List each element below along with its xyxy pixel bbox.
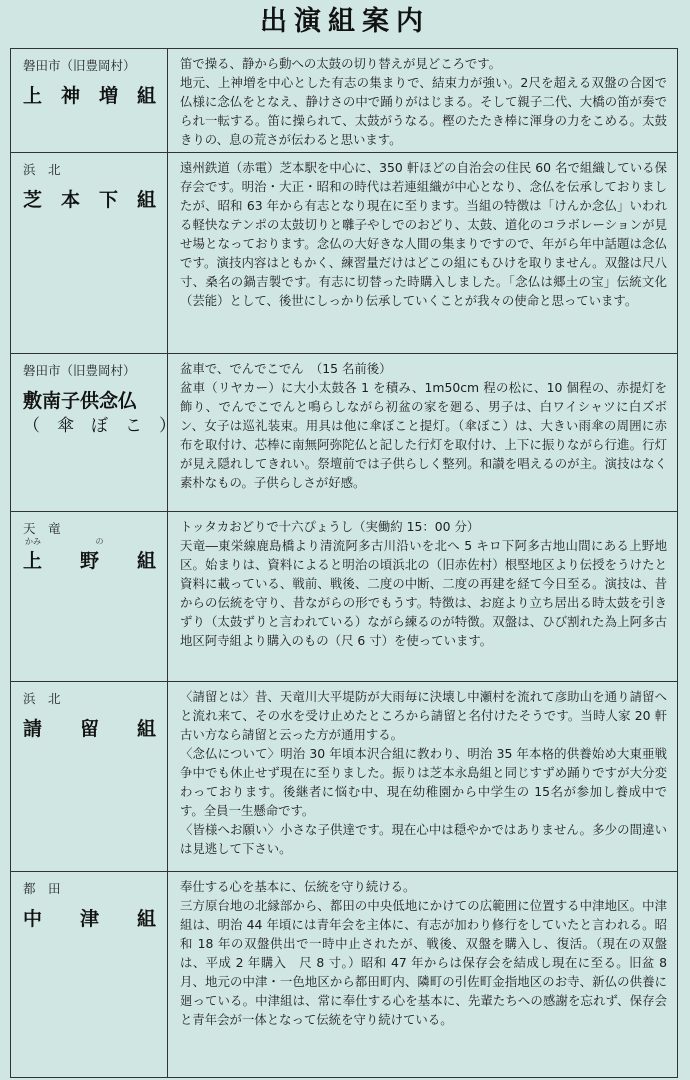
description-paragraph: 盆車（リヤカー）に大小太鼓各 1 を積み、1m50cm 程の松に、10 個程の、赤提灯を飾り、でんでこでんと鳴らしながら初盆の家を廻る、男子は、白ワイシャツに白ズボン、女子は巡礼装束。用具は他に傘ぼこと提灯。（傘ぼこ）は、大きい雨傘の周囲に赤布を取付け、芯棒に南無阿弥陀仏と記した行灯を取付け、上下に振りながら行進。行灯が見え隠れしてきれい。祭壇前では子供らしく整列。和讃を唱えるのが主。演技はなく素朴なもの。子供らしさが好感。 <box>180 380 667 490</box>
group-name: 敷南子供念仏 <box>23 390 138 412</box>
ruby-kami: かみ <box>25 537 41 546</box>
group-place: 磐田市（旧豊岡村） <box>23 363 136 378</box>
group-place: 浜 北 <box>23 691 61 706</box>
table-row <box>11 354 677 512</box>
description-paragraph: 遠州鉄道（赤電）芝本駅を中心に、350 軒ほどの自治会の住民 60 名で組織している保存会です。明治・大正・昭和の時代は若連組織が中心となり、念仏を伝承しておりましたが、昭和 63 年から有志となり現在に至ります。当組の特徴は「けんか念仏」いわれる軽快なテンポの太鼓切りと囃子やしでのおどり、太鼓、道化のコラボレーションが見せ場となっております。念仏の大好きな人間の集まりですので、年がら年中話題は念仏です。演技内容はともかく、練習量だけはどこの組にもひけを取りません。双盤は尺八寸、桑名の鍋吉製です。有志に切替った時購入しました。「念仏は郷土の宝」伝統文化（芸能）として、後世にしっかり伝承していくことが我々の使命と思っています。 <box>180 160 667 308</box>
group-place: 都 田 <box>23 881 61 896</box>
page-title: 出演組案内 <box>260 6 430 37</box>
description-paragraph: 三方原台地の北縁部から、都田の中央低地にかけての広範囲に位置する中津地区。中津組は、明治 44 年頃には青年会を主体に、有志が加わり修行をしていたと言われる。昭和 18 年の双盤供出で一時中止されたが、戦後、双盤を購入し、復活。（現在の双盤は、平成 2 年購入 尺 8 寸。）昭和 47 年からは保存会を結成し現在に至る。旧盆 8 月、地元の中津・一色地区から都田町内、隣町の引佐町金指地区のお寺、新仏の供養に廻っている。中津組は、常に奉仕する心を基本に、先輩たちへの感謝を忘れず、保存会と青年会が一体となって伝統を守り続けている。 <box>180 898 667 1027</box>
group-header-cell <box>11 49 168 152</box>
description-paragraph: 〈念仏について〉明治 30 年頃本沢合組に教わり、明治 35 年本格的供養始め大東亜戦争中でも休止せず現在に至りました。振りは芝本永島組と同じすずめ踊りですが大分変わっております。後継者に悩む中、現在幼稚園から中学生の 15名が参加し養成中です。全員一生懸命です。 <box>180 746 667 818</box>
group-description <box>168 49 677 152</box>
description-paragraph: 〈請留とは〉昔、天竜川大平堤防が大雨毎に決壊し中瀬村を流れて彦助山を通り請留へと流れ来て、その水を受け止めたところから請留と名付けたそうです。当時人家 20 軒古い方なら請留と云った方が通用する。 <box>180 689 667 742</box>
description-paragraph: 奉仕する心を基本に、伝統を守り続ける。 <box>180 879 416 894</box>
ruby-no: の <box>95 537 104 546</box>
group-description <box>168 682 677 871</box>
table-row <box>11 153 677 354</box>
group-header-cell <box>11 354 176 511</box>
table-row <box>11 49 677 153</box>
table-row <box>11 512 677 682</box>
group-name: 中 津 組 <box>23 908 157 930</box>
description-paragraph: 〈皆様へお願い〉小さな子供達です。現在心中は穏やかではありません。多少の間違いは見逃して下さい。 <box>180 822 667 856</box>
group-header-cell <box>11 682 168 871</box>
description-paragraph: 天竜―東栄線鹿島橋より清流阿多古川沿いを北へ 5 キロ下阿多古地山間にある上野地区。始まりは、資料によると明治の頃浜北の（旧赤佐村）根堅地区より伝授をうけたと資料に載っている、戦前、戦後、二度の中断、二度の再建を経て今日至る。演技は、昔からの伝統を守り、昔ながらの形でもうす。特徴は、お庭より立ち居出る時太鼓を引きずり（太鼓ずりと言われている）ながら練るのが特徴。双盤は、ひび割れた為上阿多古地区阿寺組より購入のもの（尺 6 寸）を使っています。 <box>180 538 667 648</box>
group-name: 上 神 増 組 <box>23 85 157 107</box>
group-name: 請 留 組 <box>23 718 157 740</box>
group-name-ruby <box>23 538 161 546</box>
group-header-cell <box>11 872 168 1077</box>
description-paragraph: 地元、上神増を中心とした有志の集まりで、結束力が強い。2尺を超える双盤の合図で仏様に念仏をとなえ、静けさの中で踊りがはじまる。そして親子二代、大橋の笛が奏でられ一転する。笛に操られて、太鼓がうなる。樫のたたき棒に渾身の力をこめる。太鼓きりの、息の荒さが伝わると思います。 <box>180 75 667 147</box>
group-header-cell <box>11 512 168 681</box>
table-row <box>11 872 677 1077</box>
group-description <box>168 153 677 353</box>
group-place: 天 竜 <box>23 521 61 536</box>
group-header-cell <box>11 153 168 353</box>
group-description <box>168 512 677 681</box>
group-description <box>168 354 677 511</box>
table-row <box>11 682 677 872</box>
group-name: 上 野 組 <box>23 550 157 572</box>
group-table <box>10 48 678 1078</box>
group-description <box>168 872 677 1077</box>
description-paragraph: 盆車で、でんでこでん （15 名前後） <box>180 361 392 376</box>
description-paragraph: 笛で操る、静から動への太鼓の切り替えが見どころです。 <box>180 56 502 71</box>
group-place: 浜 北 <box>23 162 61 177</box>
group-name: 芝 本 下 組 <box>23 189 157 211</box>
group-place: 磐田市（旧豊岡村） <box>23 58 136 73</box>
group-subname: （ 傘 ぼ こ ） <box>23 416 176 436</box>
description-paragraph: トッタカおどりで十六ぴょうし（実働約 15：00 分） <box>180 519 480 534</box>
